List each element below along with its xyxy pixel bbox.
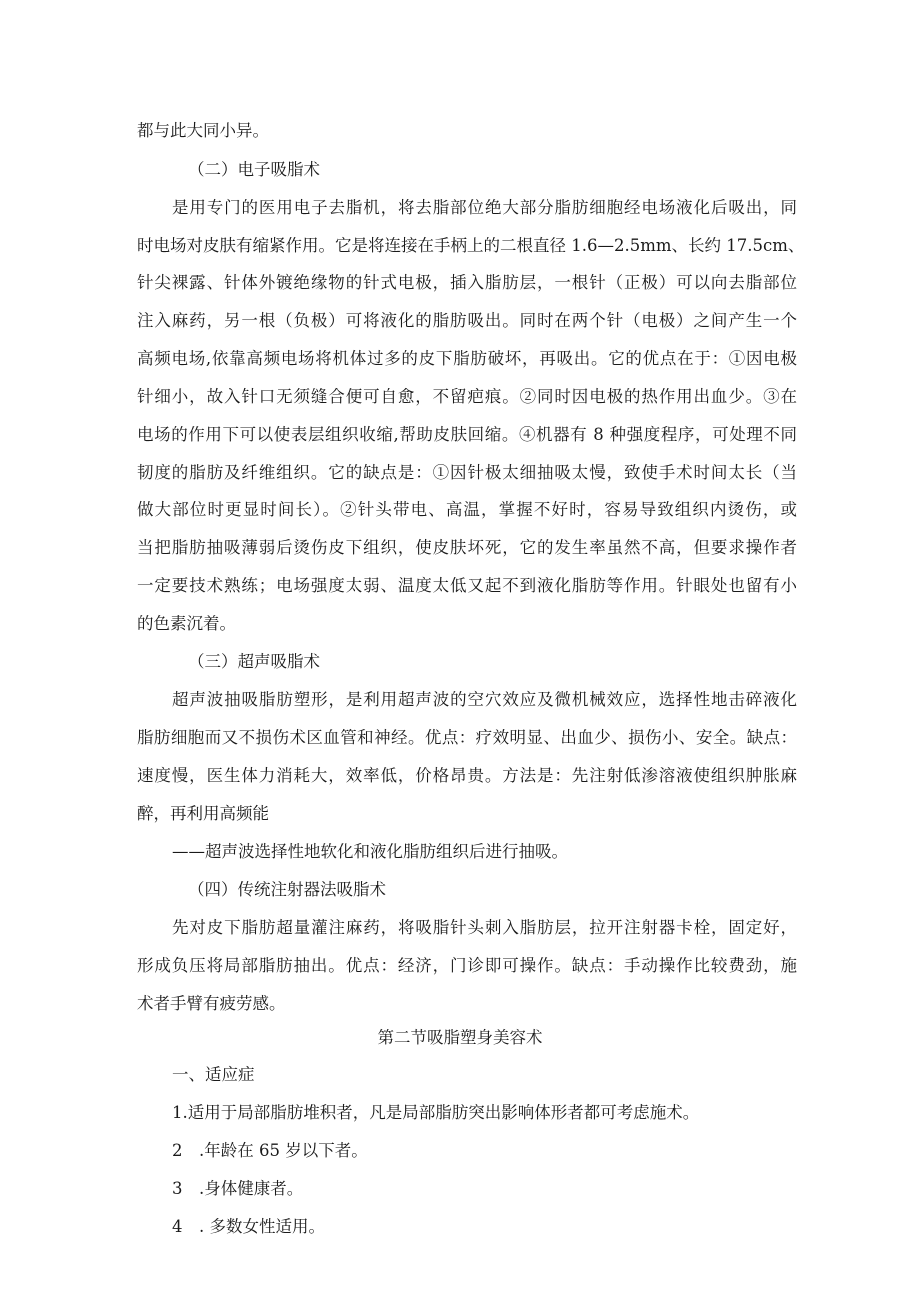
paragraph-line: 时电场对皮肤有缩紧作用。它是将连接在手柄上的二根直径 1.6—2.5mm、长约 17.5cm、 bbox=[137, 236, 805, 255]
paragraph-line: 当把脂肪抽吸薄弱后烫伤皮下组织，使皮肤坏死，它的发生率虽然不高，但要求操作者 bbox=[137, 538, 797, 557]
paragraph-line: 电场的作用下可以使表层组织收缩,帮助皮肤回缩。④机器有 8 种强度程序，可处理不同 bbox=[137, 425, 797, 444]
list-item: 2 .年龄在 65 岁以下者。 bbox=[172, 1141, 368, 1160]
subsection-heading-electronic: （二）电子吸脂术 bbox=[188, 160, 320, 179]
list-heading-indications: 一、适应症 bbox=[172, 1065, 255, 1084]
paragraph-line: 术者手臂有疲劳感。 bbox=[137, 994, 286, 1013]
paragraph-line: 的色素沉着。 bbox=[137, 614, 236, 633]
list-item: 1.适用于局部脂肪堆积者，凡是局部脂肪突出影响体形者都可考虑施术。 bbox=[172, 1103, 700, 1122]
paragraph-line: 韧度的脂肪及纤维组织。它的缺点是：①因针极太细抽吸太慢，致使手术时间太长（当 bbox=[137, 463, 797, 482]
paragraph-line: 注入麻药，另一根（负极）可将液化的脂肪吸出。同时在两个针（电极）之间产生一个 bbox=[137, 311, 797, 330]
paragraph-line: 脂肪细胞而又不损伤术区血管和神经。优点：疗效明显、出血少、损伤小、安全。缺点： bbox=[137, 728, 797, 747]
paragraph-line: 针尖裸露、针体外镀绝缘物的针式电极，插入脂肪层，一根针（正极）可以向去脂部位 bbox=[137, 273, 797, 292]
paragraph-line: 是用专门的医用电子去脂机，将去脂部位绝大部分脂肪细胞经电场液化后吸出，同 bbox=[172, 198, 797, 217]
paragraph-line: ——超声波选择性地软化和液化脂肪组织后进行抽吸。 bbox=[172, 842, 568, 861]
paragraph-line: 一定要技术熟练；电场强度太弱、温度太低又起不到液化脂肪等作用。针眼处也留有小 bbox=[137, 576, 797, 595]
paragraph-line: 形成负压将局部脂肪抽出。优点：经济，门诊即可操作。缺点：手动操作比较费劲，施 bbox=[137, 956, 797, 975]
paragraph-line: 超声波抽吸脂肪塑形，是利用超声波的空穴效应及微机械效应，选择性地击碎液化 bbox=[172, 690, 797, 709]
section-title: 第二节吸脂塑身美容术 bbox=[377, 1028, 543, 1047]
list-item: 4 . 多数女性适用。 bbox=[172, 1217, 325, 1236]
subsection-heading-syringe: （四）传统注射器法吸脂术 bbox=[188, 880, 386, 899]
paragraph-line: 速度慢，医生体力消耗大，效率低，价格昂贵。方法是：先注射低渗溶液使组织肿胀麻 bbox=[137, 766, 797, 785]
subsection-heading-ultrasonic: （三）超声吸脂术 bbox=[188, 652, 320, 671]
list-item: 3 .身体健康者。 bbox=[172, 1179, 304, 1198]
paragraph-line: 都与此大同小异。 bbox=[137, 121, 269, 140]
paragraph-line: 做大部位时更显时间长）。②针头带电、高温，掌握不好时，容易导致组织内烫伤，或 bbox=[137, 500, 797, 519]
paragraph-line: 针细小，故入针口无须缝合便可自愈，不留疤痕。②同时因电极的热作用出血少。③在 bbox=[137, 387, 797, 406]
paragraph-line: 高频电场,依靠高频电场将机体过多的皮下脂肪破坏，再吸出。它的优点在于：①因电极 bbox=[137, 349, 797, 368]
paragraph-line: 先对皮下脂肪超量灌注麻药，将吸脂针头刺入脂肪层，拉开注射器卡栓，固定好， bbox=[172, 918, 797, 937]
paragraph-line: 醉，再利用高频能 bbox=[137, 804, 269, 823]
